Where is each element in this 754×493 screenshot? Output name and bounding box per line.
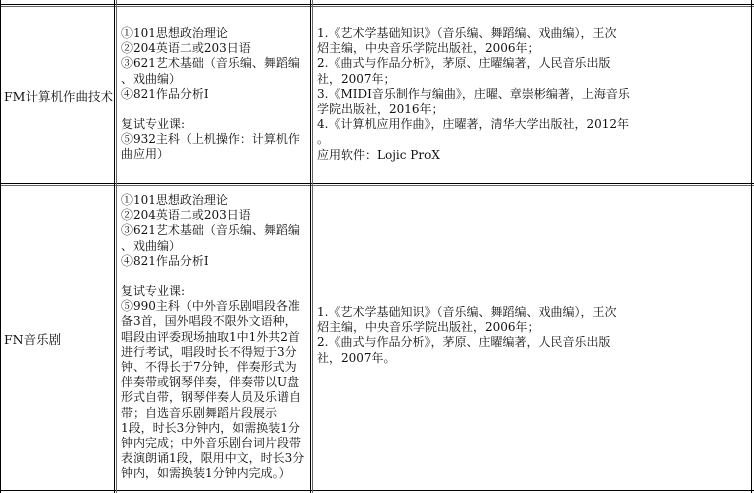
subject-line: 、戏曲编） bbox=[121, 238, 182, 253]
column-divider-2a bbox=[310, 0, 311, 493]
subject-line: ①101思想政治理论 bbox=[121, 193, 228, 207]
retest-label: 复试专业课: bbox=[121, 117, 186, 132]
book-line: 2.《曲式与作品分析》，茅原、庄曜编著，人民音乐出版 bbox=[317, 335, 611, 350]
retest-line: ⑤932主科（上机操作：计算机作 bbox=[121, 132, 300, 147]
subject-line: ②204英语二或203日语 bbox=[121, 208, 251, 223]
exam-subjects bbox=[121, 193, 307, 482]
retest-line: 带；自选音乐剧舞蹈片段展示 bbox=[121, 405, 278, 420]
book-line: 1.《艺术学基础知识》（音乐编、舞蹈编、戏曲编），王次 bbox=[317, 26, 617, 40]
column-divider-1a bbox=[114, 0, 115, 493]
retest-line: 伴奏带或钢琴伴奏，伴奏带以U盘 bbox=[121, 375, 300, 390]
exam-subjects bbox=[121, 26, 307, 163]
retest-line: 形式自带，钢琴伴奏人员及乐谱自 bbox=[121, 390, 302, 405]
column-divider-left bbox=[0, 0, 1, 493]
book-line: 社，2007年； bbox=[317, 71, 396, 86]
book-line: 炤主编，中央音乐学院出版社，2006年； bbox=[317, 320, 540, 335]
retest-line: 1段，时长3分钟内，如需换装1分 bbox=[121, 420, 300, 435]
book-line: 学院出版社，2016年； bbox=[317, 102, 444, 117]
retest-line: 曲应用） bbox=[121, 147, 170, 162]
book-line: 3.《MIDI音乐制作与编曲》，庄曜、章崇彬编著，上海音乐 bbox=[317, 86, 630, 101]
subject-line: ①101思想政治理论 bbox=[121, 26, 228, 40]
book-line: 炤主编，中央音乐学院出版社，2006年； bbox=[317, 41, 540, 56]
book-line: 。 bbox=[317, 132, 330, 147]
book-line: 应用软件：Lojic ProX bbox=[317, 147, 440, 162]
major-name: FM计算机作曲技术 bbox=[4, 89, 113, 104]
retest-label: 复试专业课: bbox=[121, 284, 186, 299]
retest-line: ⑤990主科（中外音乐剧唱段各准 bbox=[121, 299, 300, 314]
subject-line: 、戏曲编） bbox=[121, 71, 182, 86]
subject-line: ③621艺术基础（音乐编、舞蹈编 bbox=[121, 56, 300, 71]
book-line: 1.《艺术学基础知识》（音乐编、舞蹈编、戏曲编），王次 bbox=[317, 305, 617, 319]
retest-line: 钟内完成；中外音乐剧台词片段带 bbox=[121, 436, 302, 451]
major-name: FN音乐剧 bbox=[4, 332, 62, 347]
retest-line: 钟、不得长于7分钟，伴奏形式为 bbox=[121, 360, 297, 375]
book-line: 社，2007年。 bbox=[317, 350, 396, 365]
column-divider-1b bbox=[116, 0, 117, 493]
subject-line: ③621艺术基础（音乐编、舞蹈编 bbox=[121, 223, 300, 238]
retest-line: 钟内，如需换装1分钟内完成。） bbox=[121, 466, 291, 481]
subject-line: ④821作品分析Ⅰ bbox=[121, 86, 209, 101]
column-divider-right bbox=[751, 0, 752, 493]
column-divider-2b bbox=[312, 0, 313, 493]
retest-line: 表演朗诵1段，限用中文，时长3分 bbox=[121, 451, 305, 466]
subject-line: ②204英语二或203日语 bbox=[121, 41, 251, 56]
retest-line: 唱段由评委现场抽取1中1外共2首 bbox=[121, 329, 300, 344]
reference-books bbox=[317, 305, 647, 366]
book-line: 2.《曲式与作品分析》，茅原、庄曜编著，人民音乐出版 bbox=[317, 56, 611, 71]
retest-line: 备3首，国外唱段不限外文语种， bbox=[121, 314, 297, 329]
reference-books bbox=[317, 26, 647, 163]
subject-line: ④821作品分析Ⅰ bbox=[121, 253, 209, 268]
book-line: 4.《计算机应用作曲》，庄曜著，清华大学出版社，2012年 bbox=[317, 117, 629, 132]
retest-line: 进行考试，唱段时长不得短于3分 bbox=[121, 344, 297, 359]
